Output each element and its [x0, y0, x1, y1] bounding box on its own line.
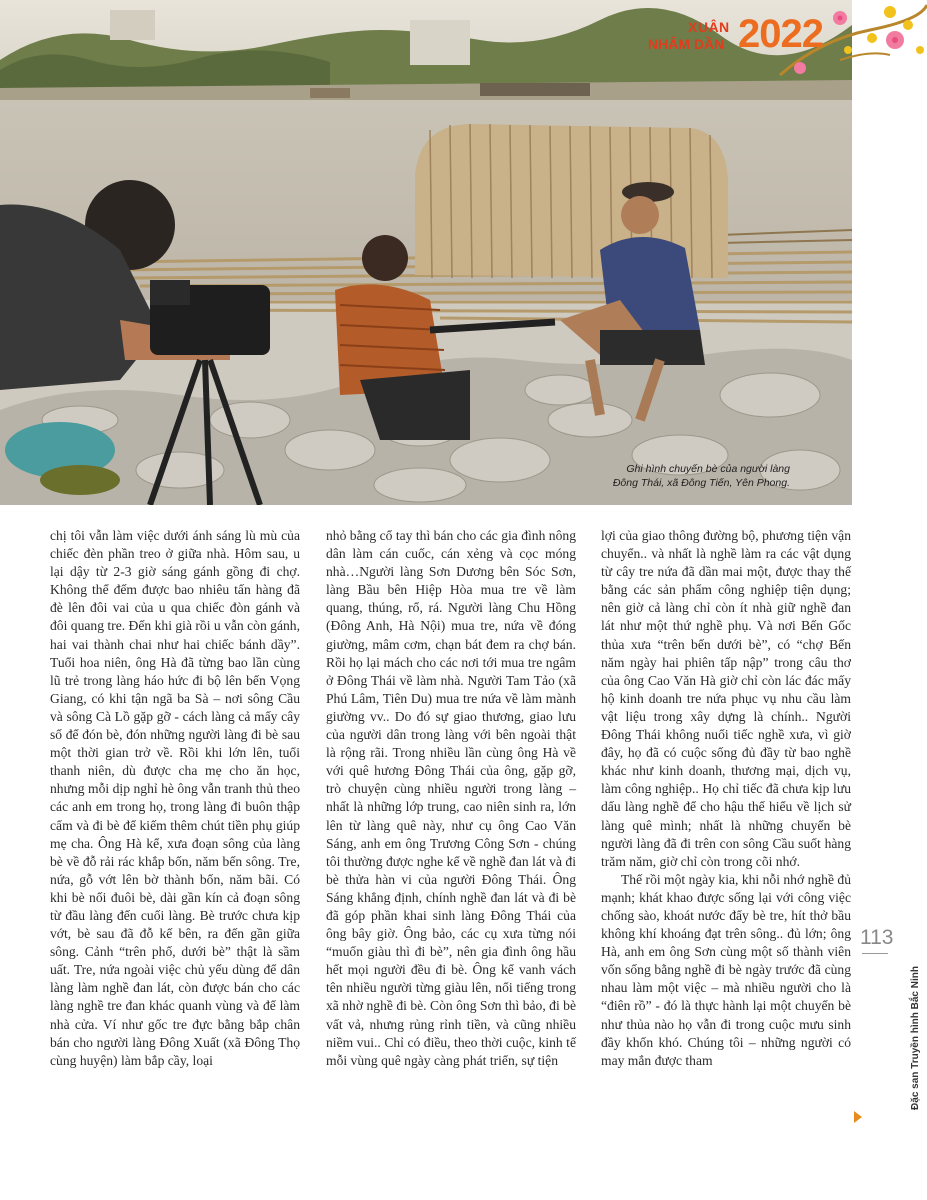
text-column-3: [601, 527, 851, 1070]
badge-year: 2022: [738, 12, 823, 56]
paragraph: Thế rồi một ngày kia, khi nỗi nhớ nghề đủ mạnh; khát khao được sống lại với công việc chống sào, khoát nước đẩy bè tre, hít thở bầu không khí khoáng đạt trên sông.. đủ lớn; ông Hà, anh em ông Sơn cùng một số thành viên vốn sống bằng nghề đi bè ngày trước đã cùng nhau làm một việc – mà nhiều người cho là “điên rồ” - đó là thực hành lại một chuyến bè như thủa nào họ vẫn đi trong cuộc mưu sinh đầy khốn khó. Chúng tôi – những người có may mắn được tham: [601, 871, 851, 1068]
issue-badge: [640, 0, 927, 80]
publication-title: Đặc san Truyền hình Bắc Ninh: [910, 966, 921, 1110]
badge-spring-label: XUÂN: [688, 19, 730, 35]
page-number: 113: [860, 926, 894, 949]
caption-line-1: Ghi hình chuyến bè của người làng: [626, 463, 790, 475]
paragraph: chị tôi vẫn làm việc dưới ánh sáng lù mù của chiếc đèn phần treo ở giữa nhà. Hôm sau, u lại dậy từ 2-3 giờ sáng gánh gồng đi chợ. Không thể đếm được bao nhiêu tấn hàng đã đè lên đôi vai của u qua chiếc đòn gánh và đôi quang tre. Đến khi già rồi u vẫn còn gánh, hai vai thành chai như hai chiếc bánh dầy”. Tuổi hoa niên, ông Hà đã từng bao lần cùng lũ trẻ trong làng háo hức đi bộ lên bến Vọng Giang, có khi tận ngã ba Sà – nơi sông Cầu và sông Cà Lồ gặp gỡ - cách làng cả mấy cây số để đón bè, đón những người làng đi bè sau một thời gian trở về. Rồi khi lớn lên, tuổi thanh niên, dù được cha mẹ cho ăn học, nhưng mỗi dịp nghỉ hè ông vẫn tranh thủ theo các anh em trong họ, trong làng đi buôn thập cẩm và đi bè để kiếm thêm chút tiền phụ giúp mẹ cha. Ông Hà kể, xưa đoạn sông của làng bè về đỗ rải rác khắp bốn, năm bến sông. Tre, nứa, gỗ vớt lên bờ thành bốn, năm bãi. Có khi bè nối đuôi bè, dài gần kín cả đoạn sông từ đầu làng đến cuối làng. Bè trước chưa kịp vớt, bè sau đã đỗ kế bên, ra đến gần giữa sông. Cảnh “trên phố, dưới bè” thật là sầm uất. Tre, nứa ngoài việc chủ yếu dùng để dân làng làm nghề đan lát, còn được bán cho các làng nghề tre đan khác quanh vùng và để làm nhà cửa. Ví như gốc tre đực bằng bắp chân bán cho người làng Đông Xuất (xã Đông Thọ cùng huyện) làm bắp cầy, loại: [50, 528, 300, 1068]
text-column-2: [326, 527, 576, 1070]
continue-arrow-icon: [854, 1111, 862, 1123]
text-column-1: [50, 527, 300, 1070]
paragraph: nhỏ bằng cổ tay thì bán cho các gia đình nông dân làm cán cuốc, cán xẻng và cọc móng nhà…Người làng Sơn Dương bên Sóc Sơn, làng Bầu bên Hiệp Hòa mua tre về làm quang, thúng, rổ, rá. Người làng Chu Hồng (Đông Anh, Hà Nội) mua tre, nứa về đóng giường, mâm cơm, chạn bát đem ra chợ bán. Rồi họ lại mách cho các nơi tới mua tre ngâm ở Đông Thái về làm nhà. Người Tam Tảo (xã Phú Lâm, Tiên Du) mua tre nứa về làm mành giường vv.. Do đó sự giao thương, giao lưu của người dân trong làng với bên ngoài thật là rộng rãi. Trong nhiều lần cùng ông Hà về với quê hương Đông Thái của ông, gặp gỡ, trò chuyện cùng nhiều người trong làng – nhất là những lớp trung, cao niên sinh ra, lớn lên từ làng quê này, như cụ ông Cao Văn Sáng, anh em ông Trương Công Sơn - chúng tôi thường được nghe kể về nghề đan lát và đi bè thửa hàn vi của người Đông Thái. Ông Sáng khẳng định, chính nghề đan lát và đi bè đã góp phần khai sinh làng Đông Thái của ông bây giờ. Ông bảo, các cụ xưa từng nói “muốn giàu thì đi bè”, nên gia đình ông hầu hết mọi người đều đi bè. Ông kể vanh vách tên nhiều người từng giàu lên, nổi tiếng trong xã nhờ nghề đi bè. Còn ông Sơn thì bảo, đi bè vất vả, nhưng rủng rỉnh tiền, và cũng nhiều niềm vui.. Chỉ có điều, theo thời cuộc, kinh tế mỗi vùng quê ngày càng phát triển, sự tiện: [326, 528, 576, 1068]
page-number-rule: [862, 953, 888, 954]
badge-lunar-year-label: NHÂM DẦN: [648, 36, 725, 52]
caption-line-2: Đông Thái, xã Đông Tiến, Yên Phong.: [612, 477, 790, 489]
paragraph: lợi của giao thông đường bộ, phương tiện vận chuyển.. và nhất là nghề làm ra các vật dụng từ cây tre nứa đã dần mai một, được thay thế bằng các sản phẩm công nghiệp tiện dụng; nên giờ cả làng chỉ còn ít nhà giữ nghề đan lát như một thứ nghề phụ. Và nơi Bến Gốc thủa xưa “trên bến dưới bè”, có “chợ Bến năm ngày hai phiên tấp nập” trong câu thơ của ông Cao Văn Hà giờ chỉ còn lác đác mấy hộ kinh doanh tre nứa phục vụ nhu cầu làm vật liệu trong xây dựng là chính.. Người Đông Thái không nuối tiếc nghề xưa, vì giờ đây, họ đã có cuộc sống đủ đầy từ bao nghề khác như kinh doanh, thương mại, dịch vụ, làm công nghiệp.. Họ chỉ tiếc đã chưa kịp lưu dấu làng nghề để cho hậu thế hiểu về lịch sử làng quê mình; nhất là những chuyến bè người làng đã đi trên con sông Cầu suốt hàng trăm năm, giờ chỉ còn trong cõi nhớ.: [601, 528, 851, 869]
photo-caption: [560, 462, 790, 490]
